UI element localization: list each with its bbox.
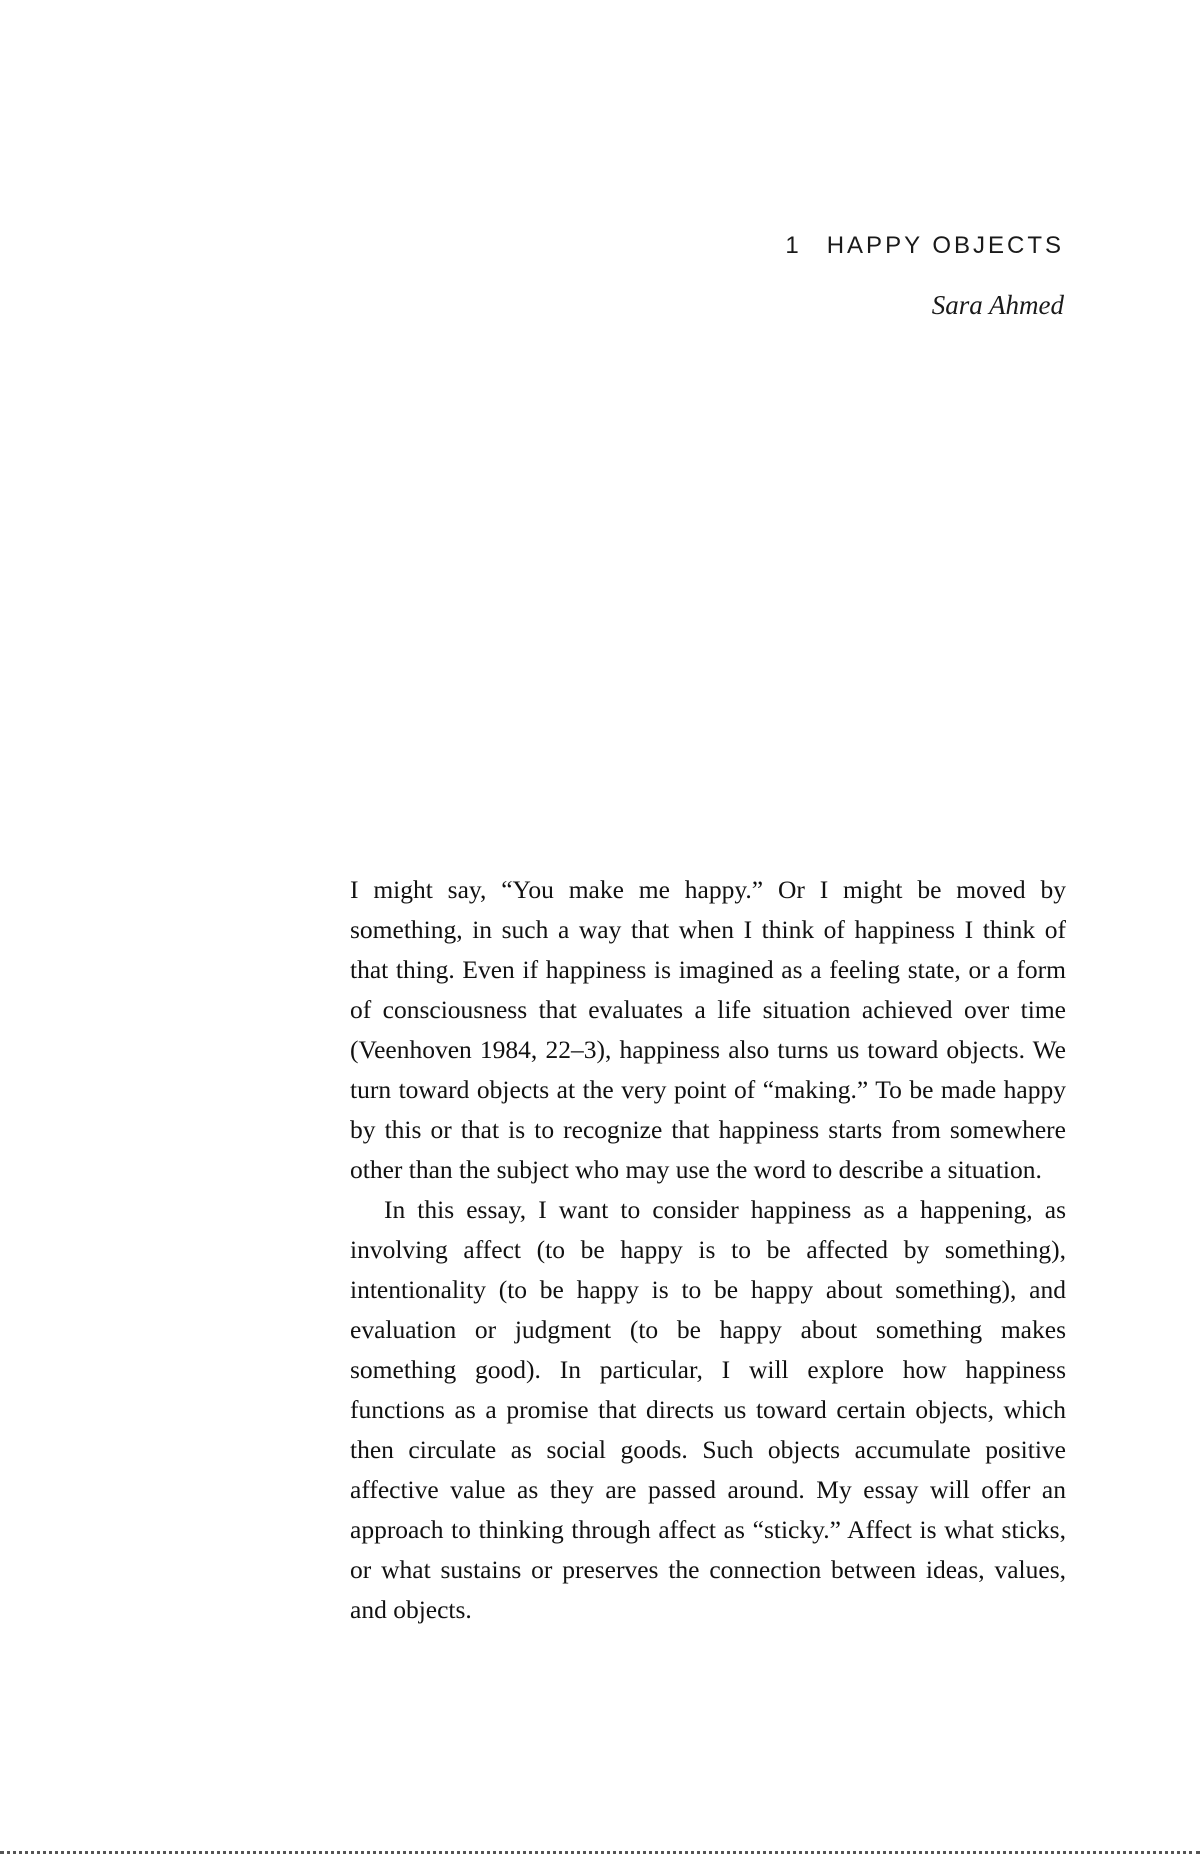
paragraph-2: In this essay, I want to consider happiness as a happening, as involving affect (to be happy is to be affected by something), intentionality (to be happy is to be happy about something), and evaluation or judgment (to be happy about something makes something good). In particular, I will explore how happiness functions as a promise that directs us toward certain objects, which then circulate as social goods. Such objects accumulate positive affective value as they are passed around. My essay will offer an approach to thinking through affect as “sticky.” Affect is what sticks, or what sustains or preserves the connection between ideas, values, and objects. [350,1195,1066,1624]
chapter-number: 1 [785,232,799,259]
chapter-heading [785,232,1064,260]
body-text [350,870,1066,1630]
paragraph-1: I might say, “You make me happy.” Or I might be moved by something, in such a way that when I think of happiness I think of that thing. Even if happiness is imagined as a feeling state, or a form of consciousness that evaluates a life situation achieved over time (Veenhoven 1984, 22–3), happiness also turns us toward objects. We turn toward objects at the very point of “making.” To be made happy by this or that is to recognize that happiness starts from somewhere other than the subject who may use the word to describe a situation. [350,875,1066,1184]
chapter-title: HAPPY OBJECTS [826,232,1064,259]
page-bottom-edge [0,1851,1200,1854]
chapter-author: Sara Ahmed [931,290,1064,320]
